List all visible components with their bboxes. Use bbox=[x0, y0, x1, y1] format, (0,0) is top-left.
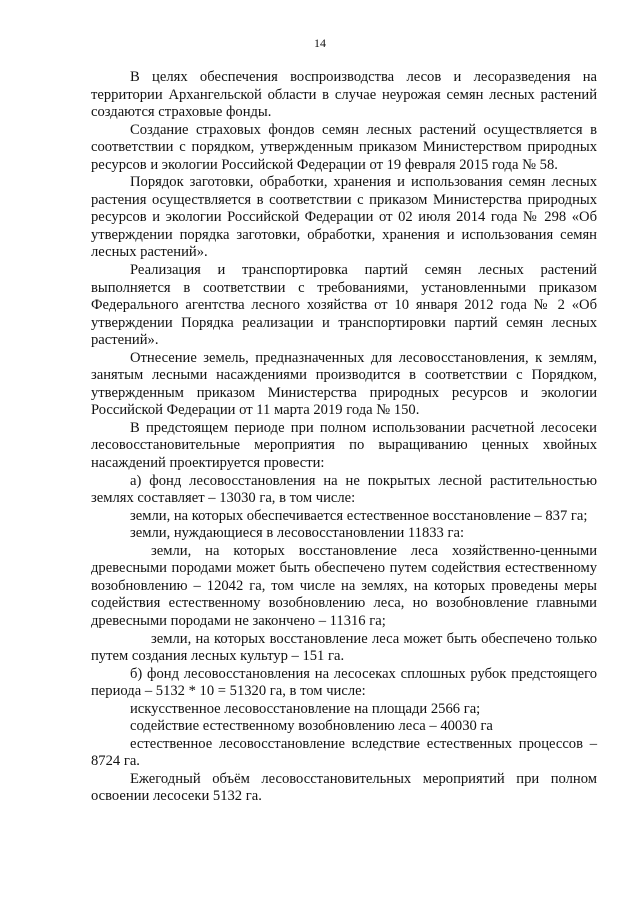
list-item-assisted-natural-regeneration: содействие естественному возобновлению леса – 40030 га bbox=[130, 718, 493, 735]
page-number: 14 bbox=[314, 36, 326, 50]
paragraph-insurance-fund-order: Создание страховых фондов семян лесных растений осуществляется в соответствии с порядком, утвержденным приказом Министерством природных ресурсов и экологии Российской Федерации от 19 февраля 2015 года № 58. bbox=[91, 121, 597, 173]
paragraph-item-a: а) фонд лесовосстановления на не покрытых лесной растительностью землях составляет – 13030 га, в том числе: bbox=[91, 472, 597, 507]
list-item-natural-processes: естественное лесовосстановление вследствие естественных процессов – 8724 га. bbox=[91, 735, 597, 770]
paragraph-seed-insurance-funds: В целях обеспечения воспроизводства лесов и лесоразведения на территории Архангельской области в случае неурожая семян лесных растений создаются страховые фонды. bbox=[91, 69, 597, 121]
list-item-lands-needing-restoration: земли, нуждающиеся в лесовосстановлении 11833 га: bbox=[130, 525, 465, 542]
paragraph-seed-transport-order: Реализация и транспортировка партий семян лесных растений выполняется в соответствии с требованиями, установленными приказом Федерального агентства лесного хозяйства от 10 января 2012 года № 2 «Об утверждении Порядка реализации и транспортировки партий семян лесных растений». bbox=[91, 262, 597, 349]
paragraph-land-classification: Отнесение земель, предназначенных для лесовосстановления, к землям, занятым лесными насаждениями производится в соответствии с Порядком, утвержденным приказом Министерства природных ресурсов и экологии Российской Федерации от 11 марта 2019 года № 150. bbox=[91, 349, 597, 419]
list-item-forest-crops: земли, на которых восстановление леса может быть обеспечено только путем создания лесных культур – 151 га. bbox=[91, 630, 597, 665]
document-body bbox=[91, 69, 597, 806]
paragraph-annual-volume: Ежегодный объём лесовосстановительных мероприятий при полном освоении лесосеки 5132 га. bbox=[91, 770, 597, 805]
list-item-artificial-restoration: искусственное лесовосстановление на площади 2566 га; bbox=[130, 700, 481, 717]
paragraph-planned-measures: В предстоящем периоде при полном использовании расчетной лесосеки лесовосстановительные мероприятия по выращиванию ценных хвойных насаждений проектируется провести: bbox=[91, 419, 597, 472]
list-item-natural-restoration: земли, на которых обеспечивается естественное восстановление – 837 га; bbox=[130, 507, 588, 524]
paragraph-item-b: б) фонд лесовосстановления на лесосеках сплошных рубок предстоящего периода – 5132 * 10 = 51320 га, в том числе: bbox=[91, 665, 597, 700]
paragraph-seed-procurement-order: Порядок заготовки, обработки, хранения и использования семян лесных растения осуществляется в соответствии с приказом Министерства природных ресурсов и экологии Российской Федерации от 02 июля 2014 года № 298 «Об утверждении порядка заготовки, обработки, хранения и использования семян лесных растений». bbox=[91, 174, 597, 261]
list-item-assisted-regeneration: земли, на которых восстановление леса хозяйственно-ценными древесными породами может быть обеспечено путем содействия естественному возобновлению – 12042 га, том числе на землях, на которых проведены меры содействия естественному возобновлению леса, но возобновление главными древесными породами не закончено – 11316 га; bbox=[91, 542, 597, 629]
